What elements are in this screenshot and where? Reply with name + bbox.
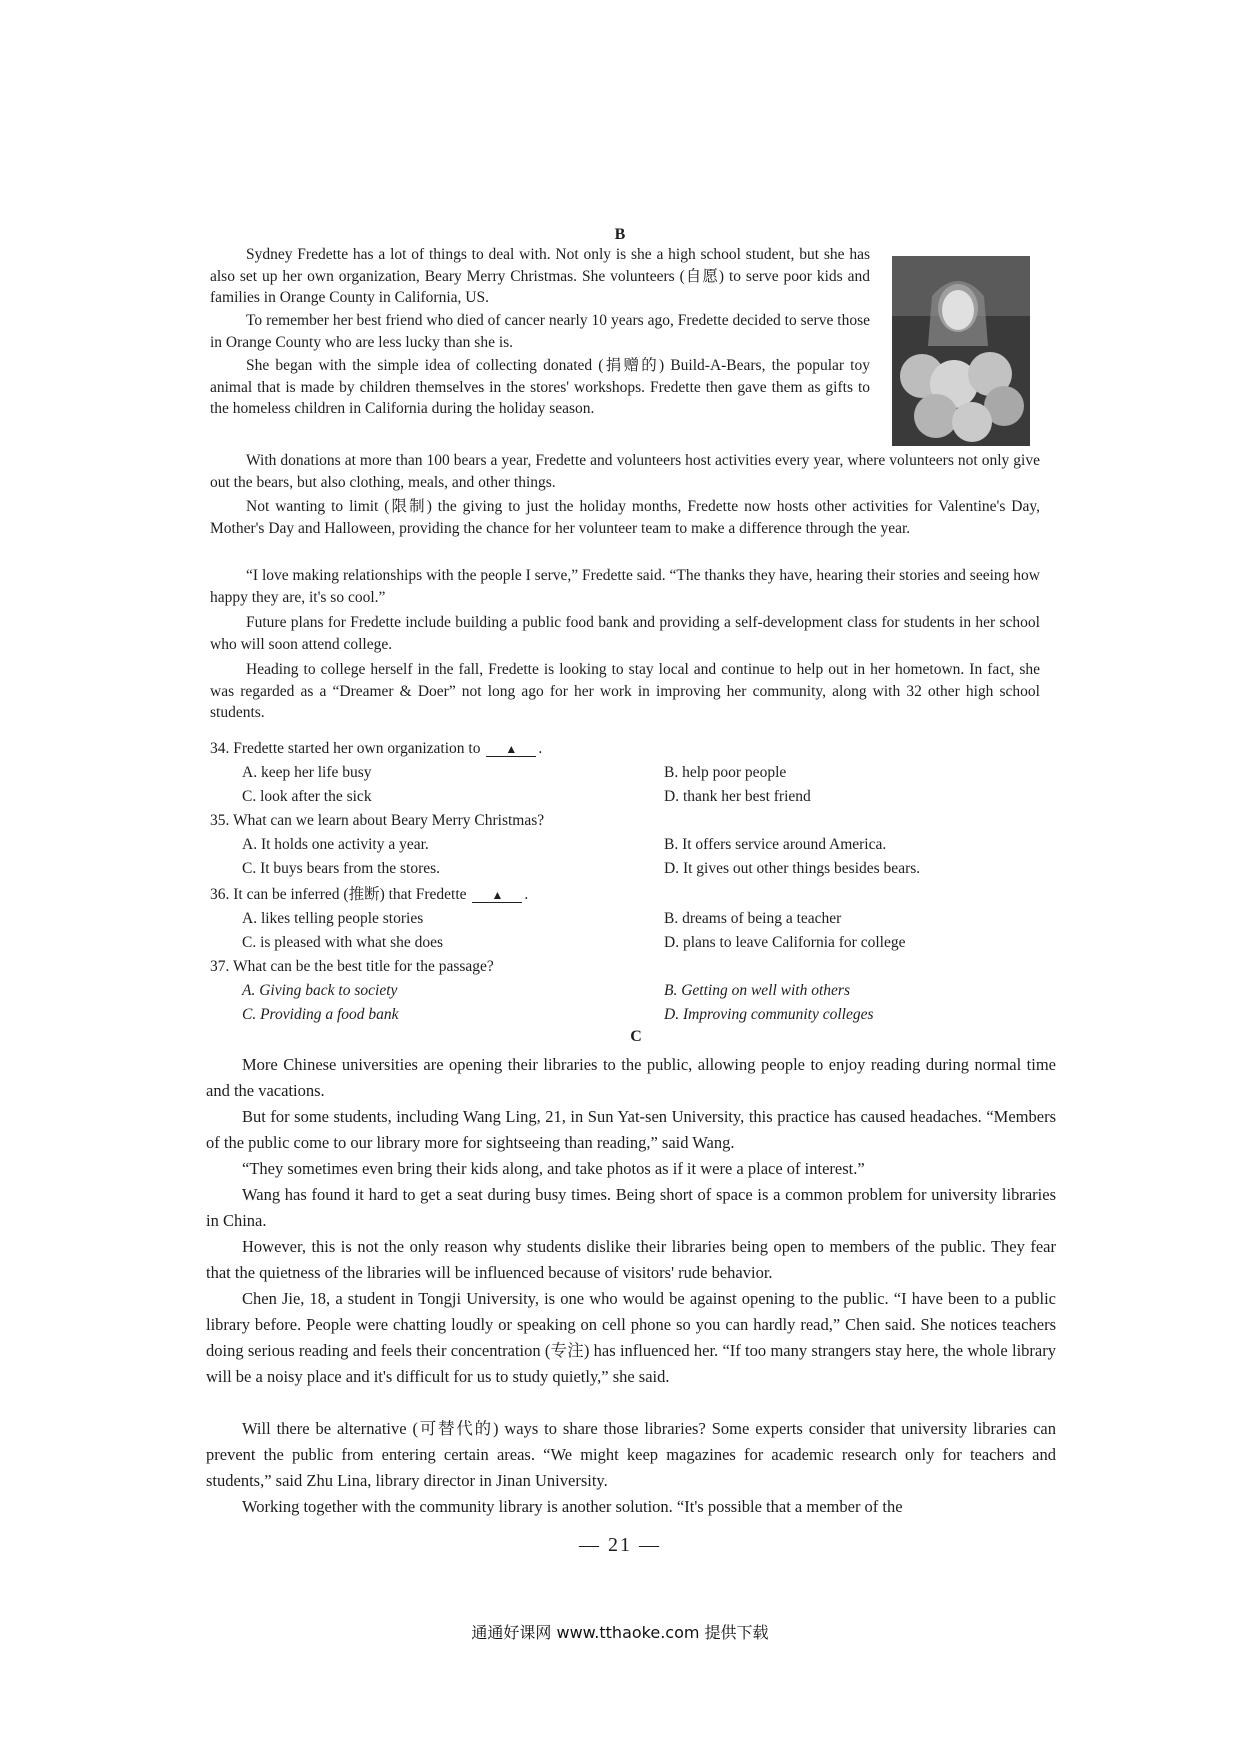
question-37-option-a: A. Giving back to society [242, 982, 398, 999]
footer-download-note: 通通好课网 www.tthaoke.com 提供下载 [471, 1623, 769, 1642]
c-paragraph-8: Working together with the community library is another solution. “It's possible that a member of the [242, 1497, 903, 1516]
question-37-option-b: B. Getting on well with others [664, 982, 850, 999]
b-paragraph-6: “I love making relationships with the people I serve,” Fredette said. “The thanks they have, hearing their stories and seeing how happy they are, it's so cool.” [210, 567, 1040, 606]
question-36-end: . [524, 886, 529, 903]
question-35-option-c: C. It buys bears from the stores. [242, 860, 441, 877]
question-37-option-d: D. Improving community colleges [664, 1006, 874, 1023]
question-35-option-b: B. It offers service around America. [664, 836, 887, 853]
question-34-option-d: D. thank her best friend [664, 788, 811, 805]
c-paragraph-4: Wang has found it hard to get a seat during busy times. Being short of space is a common problem for university libraries in China. [206, 1185, 1056, 1230]
question-34-end: . [538, 740, 543, 757]
question-37-option-c: C. Providing a food bank [242, 1006, 399, 1023]
question-37: 37. What can be the best title for the passage? [210, 958, 494, 975]
question-36-option-b: B. dreams of being a teacher [664, 910, 842, 927]
c-paragraph-1: More Chinese universities are opening their libraries to the public, allowing people to enjoy reading during normal time and the vacations. [206, 1055, 1056, 1100]
b-paragraph-8: Heading to college herself in the fall, Fredette is looking to stay local and continue to help out in her hometown. In fact, she was regarded as a “Dreamer & Doer” not long ago for her work in improving her community, along with 32 other high school students. [210, 661, 1040, 721]
b-paragraph-3: She began with the simple idea of collecting donated (捐赠的) Build-A-Bears, the popular toy animal that is made by children themselves in the stores' workshops. Fredette then gave them as gifts to the homeless children in California during the holiday season. [210, 357, 870, 417]
question-36-option-a: A. likes telling people stories [242, 910, 424, 927]
c-paragraph-5: However, this is not the only reason why students dislike their libraries being open to members of the public. They fear that the quietness of the libraries will be influenced because of visitors' rude behavior. [206, 1237, 1056, 1282]
question-36-option-c: C. is pleased with what she does [242, 934, 444, 951]
c-paragraph-2: But for some students, including Wang Ling, 21, in Sun Yat-sen University, this practice has caused headaches. “Members of the public come to our library more for sightseeing than reading,” said Wang. [206, 1107, 1056, 1152]
question-34-option-b: B. help poor people [664, 764, 787, 781]
b-paragraph-4: With donations at more than 100 bears a year, Fredette and volunteers host activities every year, where volunteers not only give out the bears, but also clothing, meals, and other things. [210, 452, 1040, 491]
question-36-option-d: D. plans to leave California for college [664, 934, 906, 951]
fredette-photo [892, 256, 1030, 446]
c-paragraph-6: Chen Jie, 18, a student in Tongji University, is one who would be against opening to the public. “I have been to a public library before. People were chatting loudly or speaking on cell phone so you can hardly read,” Chen said. She notices teachers doing serious reading and feels their concentration (专注) has influenced her. “If too many strangers stay here, the whole library will be a noisy place and it's difficult for us to study quietly,” she said. [206, 1289, 1056, 1386]
answer-blank: ▲ [472, 888, 522, 903]
section-c-letter: C [630, 1028, 642, 1045]
section-b-letter: B [614, 226, 626, 243]
question-35: 35. What can we learn about Beary Merry Christmas? [210, 812, 545, 829]
question-36 [210, 884, 528, 905]
question-35-option-d: D. It gives out other things besides bears. [664, 860, 921, 877]
c-paragraph-3: “They sometimes even bring their kids along, and take photos as if it were a place of interest.” [242, 1159, 865, 1178]
question-34 [210, 738, 542, 759]
page-number: — 21 — [579, 1534, 661, 1556]
question-36-stem: 36. It can be inferred (推断) that Fredette [210, 886, 467, 903]
answer-blank: ▲ [486, 742, 536, 757]
question-34-option-c: C. look after the sick [242, 788, 372, 805]
c-paragraph-7: Will there be alternative (可替代的) ways to share those libraries? Some experts consider that university libraries can prevent the public from entering certain areas. “We might keep magazines for academic research only for teachers and students,” said Zhu Lina, library director in Jinan University. [206, 1419, 1056, 1490]
b-paragraph-7: Future plans for Fredette include building a public food bank and providing a self-development class for students in her school who will soon attend college. [210, 614, 1040, 653]
b-paragraph-1: Sydney Fredette has a lot of things to deal with. Not only is she a high school student, but she has also set up her own organization, Beary Merry Christmas. She volunteers (自愿) to serve poor kids and families in Orange County in California, US. [210, 246, 870, 306]
b-paragraph-5: Not wanting to limit (限制) the giving to just the holiday months, Fredette now hosts other activities for Valentine's Day, Mother's Day and Halloween, providing the chance for her volunteer team to make a difference through the year. [210, 498, 1040, 537]
girl-with-bears-image [892, 256, 1030, 446]
question-34-stem: 34. Fredette started her own organization to [210, 740, 481, 757]
question-34-option-a: A. keep her life busy [242, 764, 372, 781]
question-35-option-a: A. It holds one activity a year. [242, 836, 429, 853]
b-paragraph-2: To remember her best friend who died of cancer nearly 10 years ago, Fredette decided to serve those in Orange County who are less lucky than she is. [210, 312, 870, 351]
